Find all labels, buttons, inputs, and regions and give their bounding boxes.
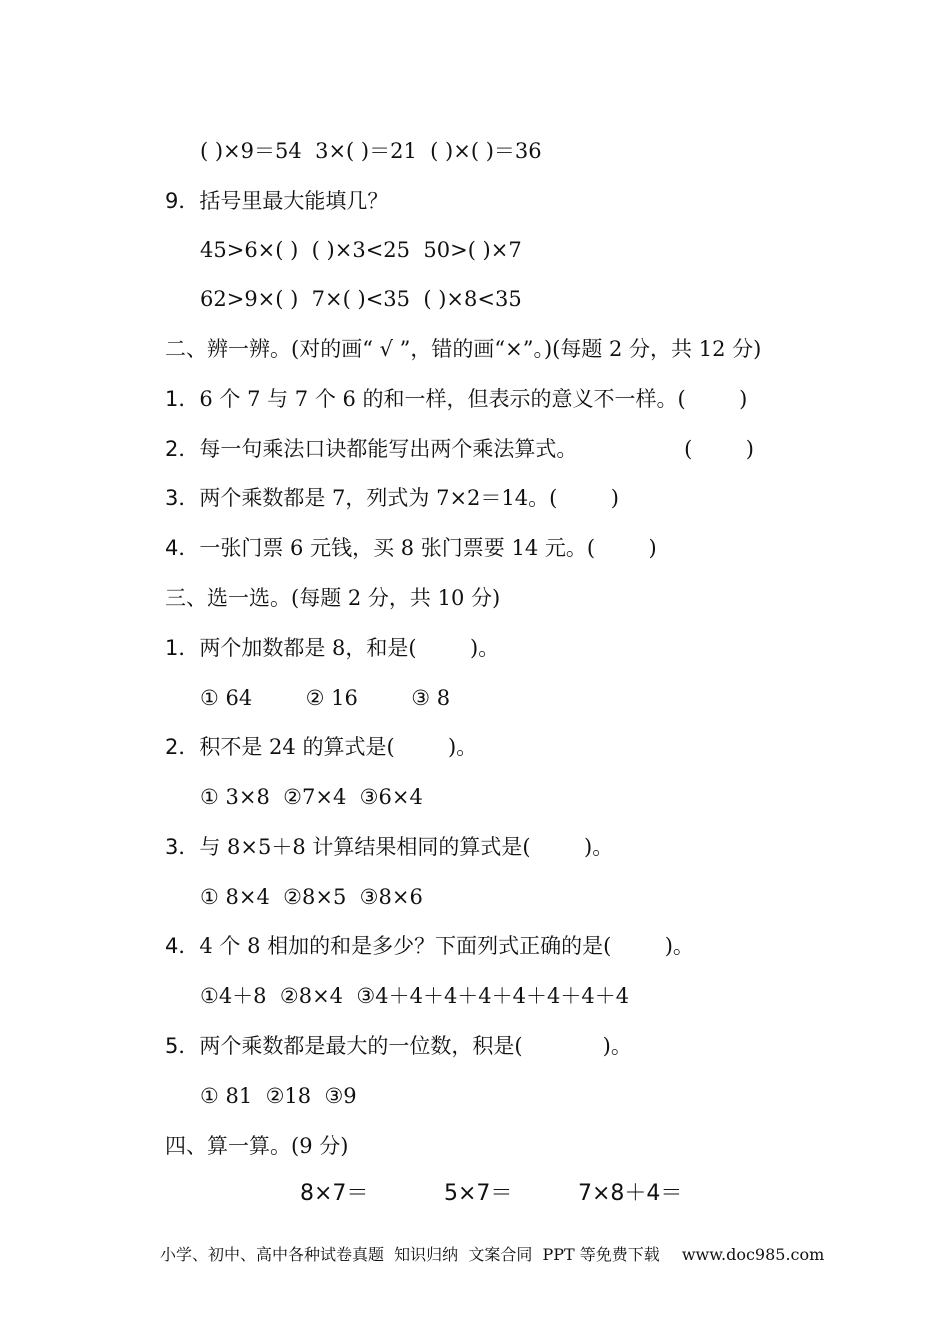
footer-url[interactable]: www.doc985.com <box>681 1245 825 1264</box>
question-text: 两个乘数都是 7，列式为 7×2＝14。( ) <box>199 486 619 510</box>
question-number: 1． <box>165 636 200 660</box>
choice-options-4: ①4＋8 ②8×4 ③4＋4＋4＋4＋4＋4＋4＋4 <box>200 984 630 1008</box>
question-text: 6 个 7 与 7 个 6 的和一样，但表示的意义不一样。( ) <box>199 387 748 411</box>
question-number: 1． <box>165 387 200 411</box>
question-9 <box>165 187 388 215</box>
question-number: 5． <box>165 1034 200 1058</box>
calc-item-1: 8×7＝ <box>300 1181 369 1206</box>
question-text: 两个乘数都是最大的一位数，积是( )。 <box>199 1034 632 1058</box>
q9-row-2: 62>9×( ) 7×( )<35 ( )×8<35 <box>200 287 522 311</box>
choice-options-2: ① 3×8 ②7×4 ③6×4 <box>200 785 423 809</box>
choice-item-2 <box>165 733 477 761</box>
q8-equation-row: ( )×9＝54 3×( )＝21 ( )×( )＝36 <box>200 139 542 163</box>
question-number: 4． <box>165 934 200 958</box>
question-text: 括号里最大能填几？ <box>199 189 389 213</box>
question-text: 每一句乘法口诀都能写出两个乘法算式。 ( ) <box>199 437 754 461</box>
question-number: 2． <box>165 735 200 759</box>
calc-item-3: 7×8＋4＝ <box>578 1181 683 1206</box>
question-text: 4 个 8 相加的和是多少？下面列式正确的是( )。 <box>199 934 694 958</box>
section-3-heading: 三、选一选。(每题 2 分，共 10 分) <box>165 586 501 610</box>
page-footer <box>160 1244 824 1266</box>
section-2-heading: 二、辨一辨。(对的画“ √ ”，错的画“×”。)(每题 2 分，共 12 分) <box>165 337 762 361</box>
footer-text: 小学、初中、高中各种试卷真题 知识归纳 文案合同 PPT 等免费下载 <box>160 1245 660 1264</box>
question-number: 3． <box>165 835 200 859</box>
judge-item-3 <box>165 484 619 512</box>
judge-item-2 <box>165 435 754 463</box>
question-text: 两个加数都是 8，和是( )。 <box>199 636 500 660</box>
choice-options-1: ① 64 ② 16 ③ 8 <box>200 686 451 710</box>
question-text: 与 8×5＋8 计算结果相同的算式是( )。 <box>199 835 614 859</box>
question-number: 2． <box>165 437 200 461</box>
question-text: 积不是 24 的算式是( )。 <box>199 735 478 759</box>
choice-item-5 <box>165 1032 632 1060</box>
choice-item-1 <box>165 634 499 662</box>
choice-item-3 <box>165 833 613 861</box>
q9-row-1: 45>6×( ) ( )×3<25 50>( )×7 <box>200 238 522 262</box>
section-4-heading: 四、算一算。(9 分) <box>165 1134 349 1158</box>
choice-options-3: ① 8×4 ②8×5 ③8×6 <box>200 885 423 909</box>
question-text: 一张门票 6 元钱，买 8 张门票要 14 元。( ) <box>199 536 657 560</box>
calc-item-2: 5×7＝ <box>444 1181 513 1206</box>
question-number: 9． <box>165 189 200 213</box>
question-number: 3． <box>165 486 200 510</box>
question-number: 4． <box>165 536 200 560</box>
choice-options-5: ① 81 ②18 ③9 <box>200 1084 357 1108</box>
choice-item-4 <box>165 932 694 960</box>
judge-item-4 <box>165 534 657 562</box>
judge-item-1 <box>165 385 747 413</box>
